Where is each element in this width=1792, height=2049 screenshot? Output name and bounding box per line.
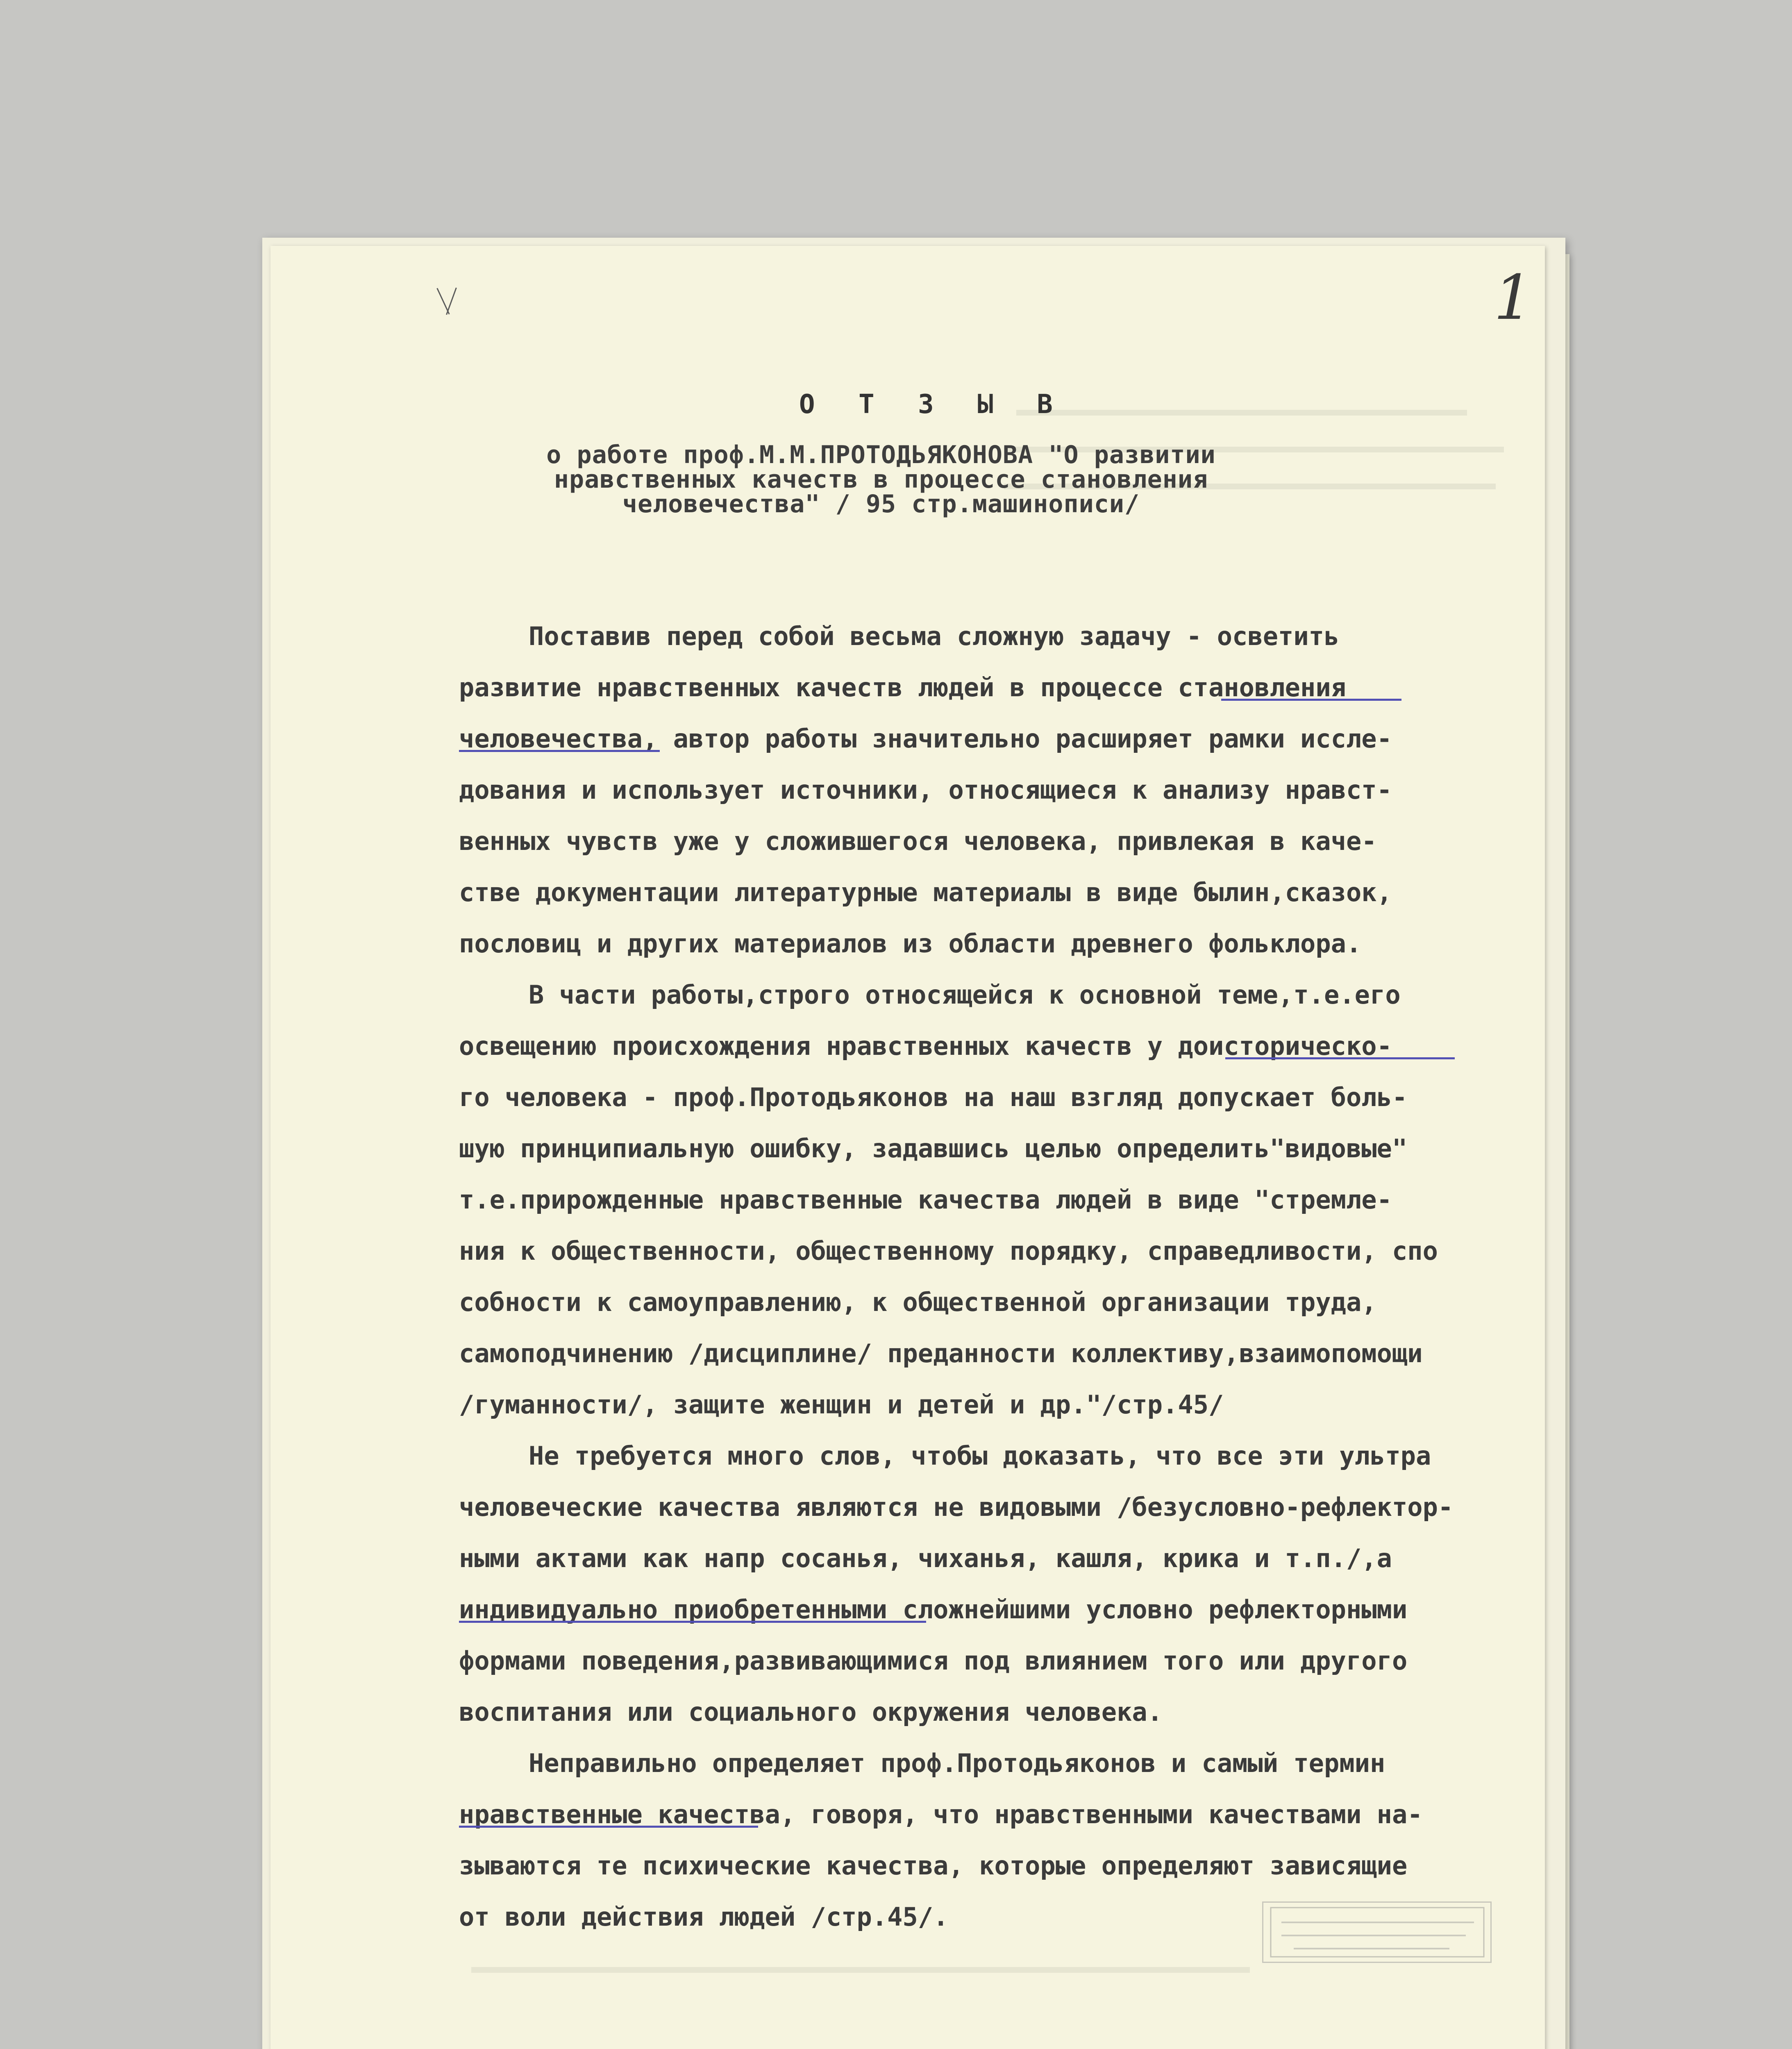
body-line: нравственные качества, говоря, что нравственными качествами на- xyxy=(459,1799,1423,1829)
body-line: человечества, автор работы значительно расширяет рамки иссле- xyxy=(459,724,1392,754)
bleed-through-line xyxy=(1016,410,1467,416)
body-line: Неправильно определяет проф.Протодьяконов и самый термин xyxy=(529,1748,1385,1778)
stamp-mark xyxy=(1269,1906,1486,1959)
body-line: го человека - проф.Протодьяконов на наш взгляд допускает боль- xyxy=(459,1082,1408,1112)
body-line: индивидуально приобретенными сложнейшими условно рефлекторными xyxy=(459,1595,1408,1624)
body-line: формами поведения,развивающимися под влиянием того или другого xyxy=(459,1646,1408,1676)
body-line: воспитания или социального окружения человека. xyxy=(459,1697,1163,1727)
body-line: шую принципиальную ошибку, задавшись целью определить"видовые" xyxy=(459,1134,1408,1163)
body-line: Поставив перед собой весьма сложную задачу - осветить xyxy=(529,621,1340,651)
handwritten-page-number: 1 xyxy=(1494,262,1533,334)
bleed-through-line xyxy=(471,1967,1250,1973)
archive-stamp xyxy=(1262,1901,1492,1963)
document-body xyxy=(459,611,1516,1942)
body-line: от воли действия людей /стр.45/. xyxy=(459,1902,949,1932)
body-line: ния к общественности, общественному порядку, справедливости, спо xyxy=(459,1236,1438,1266)
document-subtitle xyxy=(410,443,1352,516)
document-title: О Т З Ы В xyxy=(799,389,1067,420)
subtitle-line: нравственных качеств в процессе становления xyxy=(554,465,1208,494)
body-line: /гуманности/, защите женщин и детей и др."/стр.45/ xyxy=(459,1390,1224,1420)
body-line: ными актами как напр сосанья, чиханья, кашля, крика и т.п./,а xyxy=(459,1543,1392,1573)
ink-underline xyxy=(1225,1057,1455,1059)
body-line: венных чувств уже у сложившегося человека, привлекая в каче- xyxy=(459,826,1377,856)
body-line: зываются те психические качества, которые определяют зависящие xyxy=(459,1851,1408,1881)
body-line: т.е.прирожденные нравственные качества людей в виде "стремле- xyxy=(459,1185,1392,1215)
body-line: освещению происхождения нравственных качеств у доисторическо- xyxy=(459,1031,1392,1061)
subtitle-line: о работе проф.М.М.ПРОТОДЬЯКОНОВА "О развитии xyxy=(546,441,1216,469)
body-line: Не требуется много слов, чтобы доказать, что все эти ультра xyxy=(529,1441,1431,1471)
ink-underline xyxy=(1221,699,1401,701)
body-line: самоподчинению /дисциплине/ преданности коллективу,взаимопомощи xyxy=(459,1338,1423,1368)
body-line: пословиц и других материалов из области древнего фольклора. xyxy=(459,929,1362,959)
body-line: дования и использует источники, относящиеся к анализу нравст- xyxy=(459,775,1392,805)
ink-underline xyxy=(459,1826,758,1828)
body-line: В части работы,строго относящейся к основной теме,т.е.его xyxy=(529,980,1401,1010)
body-line: развитие нравственных качеств людей в процессе становления xyxy=(459,672,1346,702)
ink-underline xyxy=(459,750,660,752)
body-line: стве документации литературные материалы в виде былин,сказок, xyxy=(459,877,1392,907)
ink-underline xyxy=(459,1621,926,1623)
subtitle-line: человечества" / 95 стр.машинописи/ xyxy=(622,490,1140,518)
body-line: человеческие качества являются не видовыми /безусловно-рефлектор- xyxy=(459,1492,1454,1522)
body-line: собности к самоуправлению, к общественной организации труда, xyxy=(459,1287,1377,1317)
